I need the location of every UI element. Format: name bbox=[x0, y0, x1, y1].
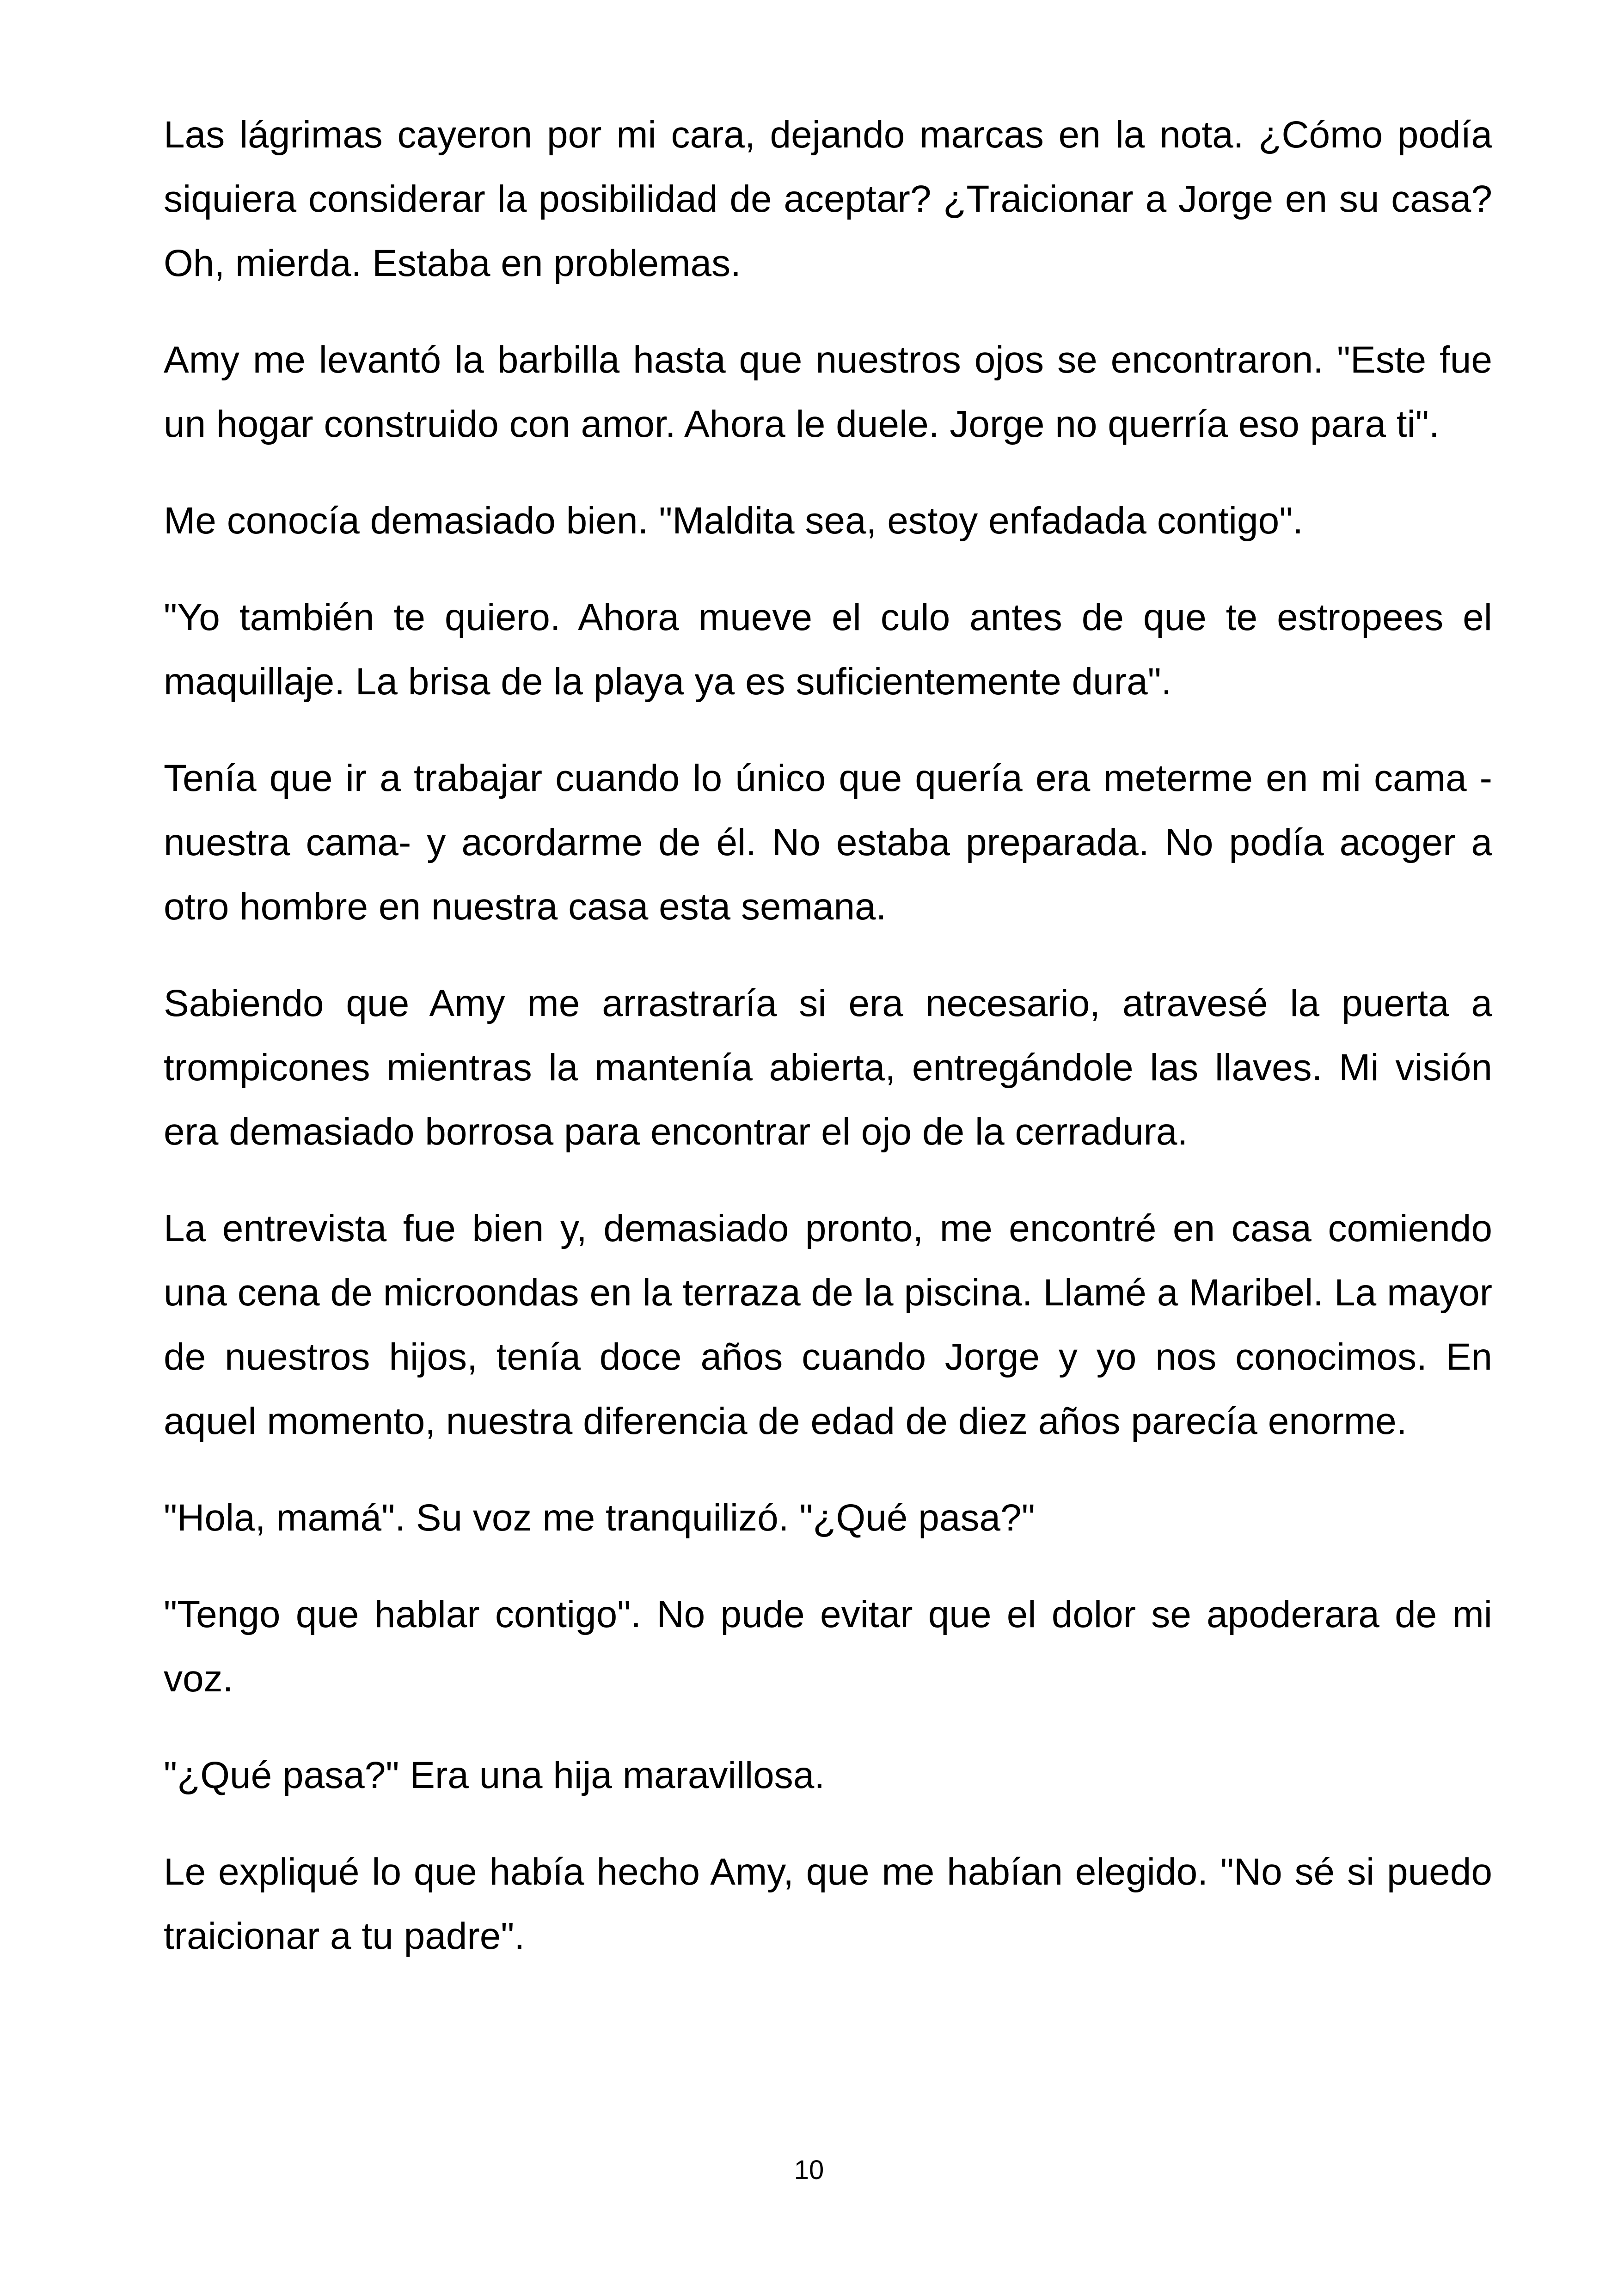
paragraph: La entrevista fue bien y, demasiado pronto, me encontré en casa comiendo una cena de microondas en la terraza de la piscina. Llamé a Maribel. La mayor de nuestros hijos, tenía doce años cuando Jorge y yo nos conocimos. En aquel momento, nuestra diferencia de edad de diez años parecía enorme. bbox=[164, 1207, 1492, 1442]
paragraph: "¿Qué pasa?" Era una hija maravillosa. bbox=[164, 1754, 825, 1796]
page-number: 10 bbox=[794, 2155, 824, 2185]
paragraph: "Tengo que hablar contigo". No pude evitar que el dolor se apoderara de mi voz. bbox=[164, 1593, 1492, 1700]
paragraph: Me conocía demasiado bien. "Maldita sea, estoy enfadada contigo". bbox=[164, 500, 1304, 542]
paragraph: Le expliqué lo que había hecho Amy, que me habían elegido. "No sé si puedo traicionar a tu padre". bbox=[164, 1851, 1492, 1957]
body-text bbox=[164, 103, 1492, 2001]
paragraph: Amy me levantó la barbilla hasta que nuestros ojos se encontraron. "Este fue un hogar construido con amor. Ahora le duele. Jorge no querría eso para ti". bbox=[164, 339, 1492, 445]
paragraph: Sabiendo que Amy me arrastraría si era necesario, atravesé la puerta a trompicones mientras la mantenía abierta, entregándole las llaves. Mi visión era demasiado borrosa para encontrar el ojo de la cerradura. bbox=[164, 982, 1492, 1153]
paragraph: "Yo también te quiero. Ahora mueve el culo antes de que te estropees el maquillaje. La brisa de la playa ya es suficientemente dura". bbox=[164, 596, 1492, 703]
paragraph: "Hola, mamá". Su voz me tranquilizó. "¿Qué pasa?" bbox=[164, 1497, 1035, 1539]
paragraph: Las lágrimas cayeron por mi cara, dejando marcas en la nota. ¿Cómo podía siquiera considerar la posibilidad de aceptar? ¿Traicionar a Jorge en su casa? Oh, mierda. Estaba en problemas. bbox=[164, 114, 1492, 284]
paragraph: Tenía que ir a trabajar cuando lo único que quería era meterme en mi cama -nuestra cama- y acordarme de él. No estaba preparada. No podía acoger a otro hombre en nuestra casa esta semana. bbox=[164, 757, 1492, 928]
